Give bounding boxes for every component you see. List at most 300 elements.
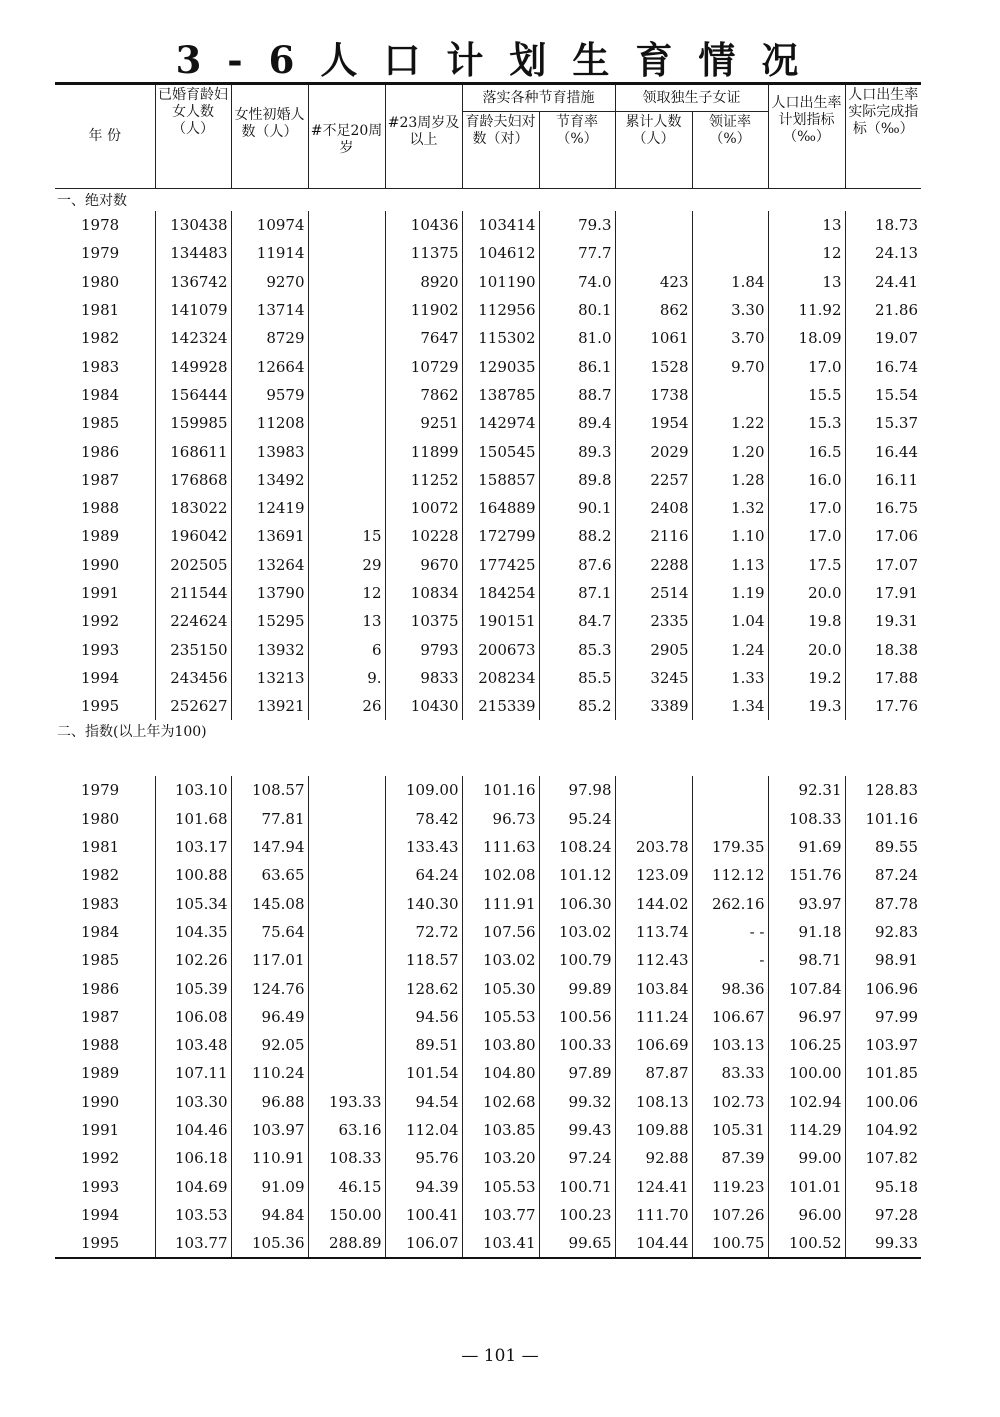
table-row <box>55 381 921 409</box>
cell-cumulative: 2029 <box>615 437 692 465</box>
section-label: 二、指数(以上年为100) <box>57 724 207 741</box>
cell-actual-rate: 16.74 <box>845 352 921 380</box>
header-cumulative: 累计人数（人） <box>615 112 692 189</box>
cell-plan-rate: 17.0 <box>768 352 845 380</box>
cell-rate: 97.89 <box>539 1059 615 1087</box>
cell-cert-rate: 87.39 <box>692 1144 768 1172</box>
cell-age-23-plus: 10375 <box>385 607 462 635</box>
cell-age-23-plus: 128.62 <box>385 974 462 1002</box>
cell-cumulative <box>615 776 692 804</box>
cell-cumulative: 108.13 <box>615 1088 692 1116</box>
cell-female-first-marriage: 12664 <box>231 352 308 380</box>
table-row <box>55 833 921 861</box>
cell-plan-rate: 19.8 <box>768 607 845 635</box>
cell-plan-rate: 17.0 <box>768 522 845 550</box>
cell-actual-rate: 18.73 <box>845 211 921 239</box>
cell-actual-rate: 16.11 <box>845 466 921 494</box>
cell-female-first-marriage: 13714 <box>231 296 308 324</box>
cell-actual-rate: 24.41 <box>845 268 921 296</box>
cell-under-20 <box>308 776 385 804</box>
cell-married-women: 101.68 <box>155 805 231 833</box>
cell-plan-rate: 16.5 <box>768 437 845 465</box>
table-row <box>55 1229 921 1258</box>
cell-married-women: 196042 <box>155 522 231 550</box>
cell-under-20 <box>308 833 385 861</box>
cell-age-23-plus: 9833 <box>385 664 462 692</box>
cell-married-women: 107.11 <box>155 1059 231 1087</box>
cell-cert-rate: 1.22 <box>692 409 768 437</box>
cell-plan-rate: 17.5 <box>768 551 845 579</box>
cell-married-women: 176868 <box>155 466 231 494</box>
cell-plan-rate: 107.84 <box>768 974 845 1002</box>
cell-under-20: 288.89 <box>308 1229 385 1258</box>
cell-year: 1978 <box>81 216 120 235</box>
cell-married-women: 103.77 <box>155 1229 231 1258</box>
table-row <box>55 579 921 607</box>
cell-couples: 107.56 <box>462 918 539 946</box>
header-couples: 育龄夫妇对数（对） <box>462 112 539 189</box>
table-row <box>55 1201 921 1229</box>
cell-cumulative: 112.43 <box>615 946 692 974</box>
cell-rate: 74.0 <box>539 268 615 296</box>
cell-actual-rate: 103.97 <box>845 1031 921 1059</box>
cell-cert-rate: 98.36 <box>692 974 768 1002</box>
cell-cert-rate: 119.23 <box>692 1173 768 1201</box>
cell-under-20 <box>308 352 385 380</box>
header-plan-rate: 人口出生率计划指标（‰） <box>768 84 845 189</box>
cell-cumulative: 2257 <box>615 466 692 494</box>
cell-cumulative: 103.84 <box>615 974 692 1002</box>
cell-female-first-marriage: 9579 <box>231 381 308 409</box>
cell-female-first-marriage: 91.09 <box>231 1173 308 1201</box>
cell-age-23-plus: 10228 <box>385 522 462 550</box>
cell-cert-rate: 1.04 <box>692 607 768 635</box>
cell-married-women: 106.08 <box>155 1003 231 1031</box>
cell-actual-rate: 89.55 <box>845 833 921 861</box>
table-row <box>55 268 921 296</box>
cell-under-20 <box>308 974 385 1002</box>
cell-age-23-plus: 9251 <box>385 409 462 437</box>
table-body <box>55 189 921 1259</box>
cell-female-first-marriage: 147.94 <box>231 833 308 861</box>
table-row <box>55 1173 921 1201</box>
cell-cumulative: 109.88 <box>615 1116 692 1144</box>
cell-plan-rate: 91.69 <box>768 833 845 861</box>
table-row <box>55 1059 921 1087</box>
cell-married-women: 156444 <box>155 381 231 409</box>
cell-actual-rate: 99.33 <box>845 1229 921 1258</box>
cell-actual-rate: 17.88 <box>845 664 921 692</box>
cell-couples: 129035 <box>462 352 539 380</box>
cell-plan-rate: 92.31 <box>768 776 845 804</box>
cell-age-23-plus: 95.76 <box>385 1144 462 1172</box>
cell-couples: 101190 <box>462 268 539 296</box>
header-under-20: #不足20周岁 <box>308 84 385 189</box>
cell-married-women: 104.46 <box>155 1116 231 1144</box>
cell-couples: 111.91 <box>462 890 539 918</box>
cell-couples: 164889 <box>462 494 539 522</box>
cell-female-first-marriage: 77.81 <box>231 805 308 833</box>
cell-under-20: 193.33 <box>308 1088 385 1116</box>
table-row <box>55 664 921 692</box>
cell-cumulative: 92.88 <box>615 1144 692 1172</box>
cell-age-23-plus: 112.04 <box>385 1116 462 1144</box>
cell-actual-rate: 92.83 <box>845 918 921 946</box>
cell-under-20 <box>308 918 385 946</box>
cell-age-23-plus: 11252 <box>385 466 462 494</box>
cell-couples: 190151 <box>462 607 539 635</box>
cell-under-20 <box>308 1003 385 1031</box>
cell-actual-rate: 97.28 <box>845 1201 921 1229</box>
cell-year: 1994 <box>81 668 120 687</box>
cell-female-first-marriage: 96.88 <box>231 1088 308 1116</box>
cell-female-first-marriage: 13264 <box>231 551 308 579</box>
cell-plan-rate: 13 <box>768 268 845 296</box>
cell-year: 1987 <box>81 470 120 489</box>
cell-rate: 108.24 <box>539 833 615 861</box>
cell-cert-rate <box>692 776 768 804</box>
cell-rate: 88.7 <box>539 381 615 409</box>
cell-rate: 100.71 <box>539 1173 615 1201</box>
header-group-single-child: 领取独生子女证 <box>615 84 768 112</box>
cell-plan-rate: 100.00 <box>768 1059 845 1087</box>
cell-rate: 81.0 <box>539 324 615 352</box>
header-actual-rate: 人口出生率实际完成指标（‰） <box>845 84 921 189</box>
cell-rate: 103.02 <box>539 918 615 946</box>
cell-female-first-marriage: 103.97 <box>231 1116 308 1144</box>
cell-actual-rate: 17.06 <box>845 522 921 550</box>
table-row <box>55 635 921 663</box>
cell-year: 1992 <box>81 1149 120 1168</box>
header-year: 年 份 <box>55 84 155 189</box>
cell-age-23-plus: 94.39 <box>385 1173 462 1201</box>
cell-plan-rate: 20.0 <box>768 579 845 607</box>
table-row <box>55 1003 921 1031</box>
cell-cert-rate: 1.33 <box>692 664 768 692</box>
cell-rate: 101.12 <box>539 861 615 889</box>
cell-female-first-marriage: 13921 <box>231 692 308 720</box>
cell-age-23-plus: 94.56 <box>385 1003 462 1031</box>
table-row <box>55 607 921 635</box>
cell-cert-rate <box>692 381 768 409</box>
cell-cert-rate: 262.16 <box>692 890 768 918</box>
cell-couples: 138785 <box>462 381 539 409</box>
cell-cumulative: 862 <box>615 296 692 324</box>
cell-actual-rate: 98.91 <box>845 946 921 974</box>
cell-couples: 177425 <box>462 551 539 579</box>
cell-cert-rate: 100.75 <box>692 1229 768 1258</box>
cell-married-women: 103.48 <box>155 1031 231 1059</box>
cell-actual-rate: 17.07 <box>845 551 921 579</box>
cell-actual-rate: 21.86 <box>845 296 921 324</box>
cell-married-women: 243456 <box>155 664 231 692</box>
cell-couples: 103.02 <box>462 946 539 974</box>
table-row <box>55 1031 921 1059</box>
cell-rate: 99.43 <box>539 1116 615 1144</box>
cell-married-women: 168611 <box>155 437 231 465</box>
cell-year: 1985 <box>81 951 120 970</box>
header-rate: 节育率（%） <box>539 112 615 189</box>
cell-rate: 84.7 <box>539 607 615 635</box>
cell-rate: 85.5 <box>539 664 615 692</box>
cell-cert-rate <box>692 239 768 267</box>
cell-female-first-marriage: 13492 <box>231 466 308 494</box>
cell-plan-rate: 16.0 <box>768 466 845 494</box>
cell-female-first-marriage: 63.65 <box>231 861 308 889</box>
table-row <box>55 974 921 1002</box>
cell-cumulative: 144.02 <box>615 890 692 918</box>
cell-cert-rate: 1.13 <box>692 551 768 579</box>
cell-year: 1980 <box>81 272 120 291</box>
cell-under-20: 13 <box>308 607 385 635</box>
cell-age-23-plus: 11899 <box>385 437 462 465</box>
cell-under-20: 46.15 <box>308 1173 385 1201</box>
cell-married-women: 106.18 <box>155 1144 231 1172</box>
cell-cert-rate: 1.24 <box>692 635 768 663</box>
cell-year: 1986 <box>81 442 120 461</box>
cell-actual-rate: 95.18 <box>845 1173 921 1201</box>
cell-cert-rate: 83.33 <box>692 1059 768 1087</box>
cell-plan-rate: 12 <box>768 239 845 267</box>
cell-plan-rate: 91.18 <box>768 918 845 946</box>
cell-actual-rate: 19.31 <box>845 607 921 635</box>
cell-age-23-plus: 100.41 <box>385 1201 462 1229</box>
cell-year: 1989 <box>81 1064 120 1083</box>
cell-actual-rate: 101.85 <box>845 1059 921 1087</box>
cell-female-first-marriage: 145.08 <box>231 890 308 918</box>
cell-rate: 100.33 <box>539 1031 615 1059</box>
cell-cert-rate: 1.10 <box>692 522 768 550</box>
cell-female-first-marriage: 110.24 <box>231 1059 308 1087</box>
cell-married-women: 134483 <box>155 239 231 267</box>
table-row <box>55 805 921 833</box>
cell-under-20: 150.00 <box>308 1201 385 1229</box>
cell-year: 1995 <box>55 1229 155 1258</box>
cell-couples: 102.08 <box>462 861 539 889</box>
cell-couples: 103.41 <box>462 1229 539 1258</box>
cell-couples: 103.20 <box>462 1144 539 1172</box>
cell-rate: 89.8 <box>539 466 615 494</box>
cell-under-20 <box>308 861 385 889</box>
section-row <box>55 720 921 776</box>
cell-cert-rate: 3.30 <box>692 296 768 324</box>
cell-age-23-plus: 10430 <box>385 692 462 720</box>
cell-married-women: 105.34 <box>155 890 231 918</box>
table-row <box>55 324 921 352</box>
cell-under-20 <box>308 494 385 522</box>
cell-female-first-marriage: 11208 <box>231 409 308 437</box>
cell-female-first-marriage: 124.76 <box>231 974 308 1002</box>
cell-plan-rate: 93.97 <box>768 890 845 918</box>
cell-cumulative: 2408 <box>615 494 692 522</box>
header-cert-rate: 领证率（%） <box>692 112 768 189</box>
cell-rate: 97.98 <box>539 776 615 804</box>
cell-couples: 103.85 <box>462 1116 539 1144</box>
cell-actual-rate: 17.76 <box>845 692 921 720</box>
cell-married-women: 141079 <box>155 296 231 324</box>
cell-married-women: 159985 <box>155 409 231 437</box>
cell-plan-rate: 96.00 <box>768 1201 845 1229</box>
cell-age-23-plus: 7862 <box>385 381 462 409</box>
cell-age-23-plus: 89.51 <box>385 1031 462 1059</box>
cell-cert-rate: - - <box>692 918 768 946</box>
cell-year: 1991 <box>81 1121 120 1140</box>
cell-actual-rate: 87.24 <box>845 861 921 889</box>
cell-cumulative: 3389 <box>615 692 692 720</box>
cell-cumulative: 203.78 <box>615 833 692 861</box>
cell-couples: 184254 <box>462 579 539 607</box>
cell-under-20 <box>308 1031 385 1059</box>
cell-rate: 99.89 <box>539 974 615 1002</box>
cell-married-women: 103.10 <box>155 776 231 804</box>
cell-female-first-marriage: 13983 <box>231 437 308 465</box>
cell-rate: 90.1 <box>539 494 615 522</box>
table-row <box>55 1116 921 1144</box>
cell-couples: 103414 <box>462 211 539 239</box>
cell-couples: 96.73 <box>462 805 539 833</box>
cell-actual-rate: 18.38 <box>845 635 921 663</box>
cell-under-20 <box>308 324 385 352</box>
cell-plan-rate: 99.00 <box>768 1144 845 1172</box>
cell-year: 1991 <box>81 584 120 602</box>
cell-cert-rate: 103.13 <box>692 1031 768 1059</box>
cell-age-23-plus: 72.72 <box>385 918 462 946</box>
cell-couples: 150545 <box>462 437 539 465</box>
cell-cert-rate <box>692 211 768 239</box>
cell-plan-rate: 11.92 <box>768 296 845 324</box>
cell-rate: 88.2 <box>539 522 615 550</box>
cell-year: 1984 <box>81 922 120 941</box>
cell-cumulative: 111.70 <box>615 1201 692 1229</box>
cell-cumulative: 113.74 <box>615 918 692 946</box>
cell-female-first-marriage: 15295 <box>231 607 308 635</box>
table-row <box>55 466 921 494</box>
cell-couples: 112956 <box>462 296 539 324</box>
cell-age-23-plus: 101.54 <box>385 1059 462 1087</box>
table-row <box>55 861 921 889</box>
cell-actual-rate: 87.78 <box>845 890 921 918</box>
cell-rate: 89.4 <box>539 409 615 437</box>
cell-cumulative <box>615 239 692 267</box>
cell-married-women: 100.88 <box>155 861 231 889</box>
cell-couples: 104.80 <box>462 1059 539 1087</box>
cell-female-first-marriage: 13691 <box>231 522 308 550</box>
table-row <box>55 437 921 465</box>
cell-cert-rate: 107.26 <box>692 1201 768 1229</box>
table-row <box>55 1088 921 1116</box>
header-female-first-marriage: 女性初婚人数（人） <box>231 84 308 189</box>
cell-plan-rate: 19.3 <box>768 692 845 720</box>
cell-married-women: 103.17 <box>155 833 231 861</box>
cell-under-20: 9. <box>308 664 385 692</box>
cell-age-23-plus: 94.54 <box>385 1088 462 1116</box>
cell-year: 1979 <box>81 244 120 263</box>
cell-cumulative: 1061 <box>615 324 692 352</box>
cell-plan-rate: 20.0 <box>768 635 845 663</box>
cell-rate: 89.3 <box>539 437 615 465</box>
cell-year: 1987 <box>81 1007 120 1026</box>
cell-under-20: 26 <box>308 692 385 720</box>
cell-plan-rate: 13 <box>768 211 845 239</box>
cell-couples: 105.53 <box>462 1173 539 1201</box>
cell-under-20: 6 <box>308 635 385 663</box>
cell-under-20 <box>308 946 385 974</box>
cell-cert-rate: 1.20 <box>692 437 768 465</box>
cell-age-23-plus: 64.24 <box>385 861 462 889</box>
table-row <box>55 239 921 267</box>
cell-year: 1992 <box>81 612 120 631</box>
cell-plan-rate: 102.94 <box>768 1088 845 1116</box>
cell-female-first-marriage: 96.49 <box>231 1003 308 1031</box>
table-row <box>55 776 921 804</box>
cell-rate: 80.1 <box>539 296 615 324</box>
table-row <box>55 918 921 946</box>
cell-age-23-plus: 78.42 <box>385 805 462 833</box>
cell-actual-rate: 17.91 <box>845 579 921 607</box>
cell-age-23-plus: 118.57 <box>385 946 462 974</box>
section-label: 一、绝对数 <box>57 193 127 209</box>
cell-married-women: 211544 <box>155 579 231 607</box>
cell-age-23-plus: 106.07 <box>385 1229 462 1258</box>
page-title: 3-6人口计划生育情况 <box>175 38 825 82</box>
cell-plan-rate: 18.09 <box>768 324 845 352</box>
table-row <box>55 946 921 974</box>
cell-female-first-marriage: 105.36 <box>231 1229 308 1258</box>
cell-cert-rate: - <box>692 946 768 974</box>
cell-female-first-marriage: 94.84 <box>231 1201 308 1229</box>
cell-female-first-marriage: 108.57 <box>231 776 308 804</box>
cell-couples: 200673 <box>462 635 539 663</box>
cell-couples: 103.77 <box>462 1201 539 1229</box>
cell-cumulative: 1738 <box>615 381 692 409</box>
cell-actual-rate: 97.99 <box>845 1003 921 1031</box>
cell-married-women: 149928 <box>155 352 231 380</box>
cell-married-women: 104.69 <box>155 1173 231 1201</box>
cell-under-20 <box>308 890 385 918</box>
cell-year: 1981 <box>81 838 120 857</box>
cell-under-20: 12 <box>308 579 385 607</box>
cell-couples: 172799 <box>462 522 539 550</box>
cell-cumulative: 1528 <box>615 352 692 380</box>
cell-actual-rate: 107.82 <box>845 1144 921 1172</box>
cell-age-23-plus: 11902 <box>385 296 462 324</box>
cell-cumulative <box>615 805 692 833</box>
cell-female-first-marriage: 75.64 <box>231 918 308 946</box>
cell-under-20 <box>308 805 385 833</box>
cell-actual-rate: 15.54 <box>845 381 921 409</box>
cell-plan-rate: 15.3 <box>768 409 845 437</box>
cell-plan-rate: 98.71 <box>768 946 845 974</box>
cell-couples: 115302 <box>462 324 539 352</box>
cell-couples: 105.53 <box>462 1003 539 1031</box>
cell-cumulative: 104.44 <box>615 1229 692 1258</box>
cell-cumulative: 87.87 <box>615 1059 692 1087</box>
cell-under-20: 63.16 <box>308 1116 385 1144</box>
cell-female-first-marriage: 10974 <box>231 211 308 239</box>
cell-actual-rate: 16.44 <box>845 437 921 465</box>
cell-year: 1994 <box>81 1205 120 1224</box>
cell-age-23-plus: 7647 <box>385 324 462 352</box>
cell-year: 1982 <box>81 329 120 348</box>
table-row <box>55 890 921 918</box>
cell-married-women: 183022 <box>155 494 231 522</box>
cell-couples: 142974 <box>462 409 539 437</box>
cell-cert-rate: 1.84 <box>692 268 768 296</box>
cell-actual-rate: 106.96 <box>845 974 921 1002</box>
cell-couples: 158857 <box>462 466 539 494</box>
cell-under-20: 29 <box>308 551 385 579</box>
cell-actual-rate: 15.37 <box>845 409 921 437</box>
